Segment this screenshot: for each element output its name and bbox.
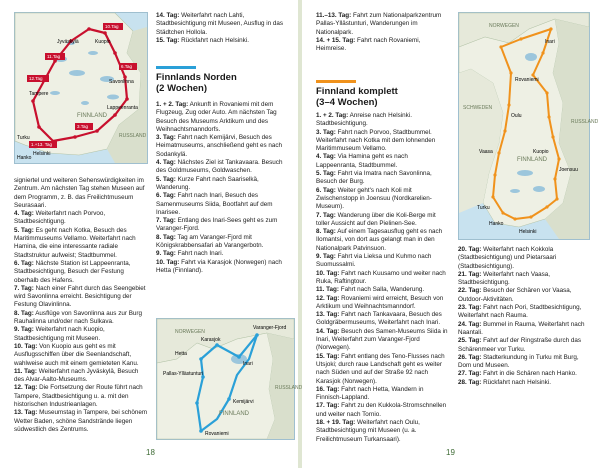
- north-heading-title: Finnlands Norden: [156, 71, 237, 83]
- map2-label: NORWEGEN: [175, 329, 205, 335]
- paragraph: 13. Tag: Museumstag in Tampere, bei schönem Wetter Baden, schöne Sandstrände liegen südwestlich des Zentrums.: [14, 409, 148, 433]
- paragraph: 5. Tag: Fahrt via Imatra nach Savonlinna, Besuch der Burg.: [316, 170, 432, 186]
- paragraph: 23. Tag: Fahrt nach Pori, Stadtbesichtigung, Weiterfahrt nach Rauma.: [458, 304, 582, 320]
- paragraph: 26. Tag: Stadterkundung in Turku mit Burg, Dom und Museen.: [458, 353, 579, 370]
- map1-label: RUSSLAND: [119, 133, 147, 139]
- map3-label: Vaasa: [479, 149, 493, 155]
- paragraph: 21. Tag: Weiterfahrt nach Vaasa, Stadtbesichtigung.: [458, 270, 551, 287]
- paragraph: 6. Tag: Fahrt nach Inari, Besuch des Samenmuseums Siida, Bootfahrt auf dem Inarisee.: [156, 192, 273, 216]
- paragraph: 10. Tag: Von Kuopio aus geht es mit Ausflugsschiffen über die Seenlandschaft, wahlweise auch mit einem gemieteten Kanu.: [14, 342, 139, 367]
- paragraph: 16. Tag: Fahrt nach Hetta, Wandern in Finnisch-Lappland.: [316, 385, 424, 402]
- whole-finland-map-svg: [459, 13, 599, 239]
- page-number-left: 18: [146, 448, 155, 457]
- paragraph: 11. Tag: Fahrt nach Salla, Wanderung.: [316, 286, 425, 294]
- paragraph: 6. Tag: Weiter geht's nach Koli mit Zwischenstopp in Joensuu (Nordkarelien-Museum).: [316, 186, 432, 211]
- map3-label: NORWEGEN: [489, 23, 519, 29]
- south-finland-route-map: [14, 12, 148, 164]
- map2-label: FINNLAND: [219, 411, 250, 417]
- map2-label: Karasjok: [201, 337, 221, 343]
- left-column-2-top: [156, 12, 292, 45]
- south-finland-map-svg: [15, 13, 147, 163]
- paragraph: 22. Tag: Besuch der Schären vor Vaasa, Outdoor-Aktivitäten.: [458, 287, 572, 303]
- map1-label: Hanko: [17, 155, 32, 161]
- page-number-right: 19: [446, 448, 455, 457]
- map2-label: RUSSLAND: [275, 385, 303, 391]
- north-route-heading: [156, 66, 292, 94]
- map1-day-label: 3.Tag: [77, 124, 89, 129]
- paragraph: 10. Tag: Fahrt via Karasjok (Norwegen) nach Hetta (Finnland).: [156, 258, 282, 274]
- map2-label: Rovaniemi: [205, 431, 229, 437]
- left-column-1: [14, 177, 148, 434]
- north-heading-bar: [156, 66, 196, 69]
- paragraph: 11.–13. Tag: Fahrt zum Nationalparkzentrum Pallas-Yllästunturi, Wanderungen im Nationalpark.: [316, 12, 442, 36]
- map1-label: Turku: [17, 135, 30, 141]
- north-finland-map-svg: [157, 319, 303, 439]
- left-column-2: [156, 101, 292, 275]
- paragraph: 3. Tag: Fahrt nach Porvoo, Stadtbummel. Weiterfahrt nach Kotka mit dem lohnenden Maritimmuseum Vellamo.: [316, 128, 436, 153]
- north-heading-duration: (2 Wochen): [156, 82, 208, 94]
- paragraph: 14. Tag: Besuch des Samen-Museums Siida in Inari, Weiterfahrt zum Varanger-Fjord (Norwegen).: [316, 327, 448, 352]
- paragraph: 20. Tag: Weiterfahrt nach Kokkola (Stadtbesichtigung) und Pietarsaari (Stadtbesichtigung).: [458, 246, 557, 270]
- map3-label: Hanko: [489, 221, 504, 227]
- paragraph: 5. Tag: Es geht nach Kotka, Besuch des Maritimmuseums Vellamo. Weiterfahrt nach Hamina, die eine interessante radiale Stadtstruktur aufweist; Stadtbummel.: [14, 226, 136, 259]
- paragraph: 4. Tag: Nächstes Ziel ist Tankavaara. Besuch des Goldmuseums, Goldwaschen.: [156, 159, 283, 175]
- paragraph: 1. + 2. Tag: Anreise nach Helsinki. Stadtbesichtigung.: [316, 112, 412, 128]
- paragraph: 14. Tag: Weiterfahrt nach Lahti, Stadtbesichtigung mit Museen, Ausflug in das Städtchen Hollola.: [156, 12, 284, 36]
- paragraph: 14. + 15. Tag: Fahrt nach Rovaniemi, Heimreise.: [316, 36, 421, 53]
- map1-label: Helsinki: [33, 151, 51, 157]
- paragraph: 17. Tag: Fahrt zu den Kukkola-Stromschnellen und weiter nach Tornio.: [316, 402, 447, 418]
- right-column-3-top: [316, 12, 450, 53]
- paragraph: 9. Tag: Fahrt via Lieksa und Kuhmo nach Suomussalmi.: [316, 253, 432, 269]
- paragraph: 9. Tag: Weiterfahrt nach Kuopio, Stadtbesichtigung mit Museen.: [14, 326, 105, 342]
- paragraph: 27. Tag: Fahrt in die Schären nach Hanko.: [458, 370, 577, 378]
- paragraph: 8. Tag: Auf einem Tagesausflug geht es nach Ilomantsi, von dort aus gelangt man in den Nationalpark Patvinsuon.: [316, 228, 443, 252]
- map1-day-label: 6.Tag: [121, 64, 133, 69]
- right-column-4: [458, 246, 590, 387]
- map1-label: Kuopio: [95, 39, 111, 45]
- paragraph: 1. + 2. Tag: Ankunft in Rovaniemi mit dem Flugzeug, Zug oder Auto. Am nächsten Tag Besuch des Museums Arktikum und des Weihnachtsmanndorfs.: [156, 101, 277, 133]
- paragraph: 13. Tag: Fahrt nach Tankavaara, Besuch des Goldgräbermuseums, Weiterfahrt nach Inari.: [316, 311, 442, 327]
- map2-label: Hetta: [175, 351, 187, 357]
- map1-label: Lappeenranta: [107, 105, 138, 111]
- map3-label: Turku: [477, 205, 490, 211]
- paragraph: 12. Tag: Die Fortsetzung der Route führt nach Tampere, Stadtbesichtigung u. a. mit den historischen Industrieanlagen.: [14, 384, 143, 409]
- map1-day-label: 1.+13. Tag: [31, 142, 53, 147]
- paragraph: 6. Tag: Nächste Station ist Lappeenranta, Stadtbesichtigung, Besuch der Festung oberhalb des Hafens.: [14, 259, 131, 284]
- paragraph: 18. + 19. Tag: Weiterfahrt nach Oulu, Stadtbesichtigung mit Museen (u. a. Freilichtmuseum Turkansaari).: [316, 418, 420, 443]
- map1-label: Tampere: [29, 91, 49, 97]
- map1-label: Jyväskylä: [57, 39, 79, 45]
- paragraph: 8. Tag: Tag am Varanger-Fjord mit Königskrabbensafari ab Varangerbotn.: [156, 233, 264, 250]
- map3-label: Oulu: [511, 113, 522, 119]
- paragraph: signiertel und weiteren Sehenswürdigkeiten im Zentrum. Am nächsten Tag stehen Museen auf dem Programm, z. B. das Freilichtmuseum Seurasaari.: [14, 177, 145, 209]
- map1-label: FINNLAND: [77, 113, 108, 119]
- map1-label: Savonlinna: [109, 79, 134, 85]
- paragraph: 10. Tag: Fahrt nach Kuusamo und weiter nach Ruka, Raftingtour.: [316, 269, 446, 285]
- complete-heading-bar: [316, 80, 356, 83]
- paragraph: 8. Tag: Ausflüge von Savonlinna aus zur Burg Rauhalinna und/oder nach Sulkava.: [14, 309, 142, 326]
- north-finland-route-map: [156, 318, 303, 440]
- map2-label: Varanger-Fjord: [253, 325, 287, 331]
- paragraph: 4. Tag: Weiterfahrt nach Porvoo, Stadtbesichtigung.: [14, 210, 106, 226]
- paragraph: 4. Tag: Via Hamina geht es nach Lappeenranta, Stadtbummel.: [316, 153, 408, 169]
- map3-label: Joensuu: [559, 167, 578, 173]
- whole-finland-route-map: [458, 12, 599, 240]
- paragraph: 7. Tag: Nach einer Fahrt durch das Seengebiet wird Savonlinna erreicht. Besichtigung der Festung Olavinlinna.: [14, 284, 146, 309]
- paragraph: 25. Tag: Fahrt auf der Ringstraße durch das Schärenmeer vor Turku.: [458, 337, 582, 353]
- paragraph: 7. Tag: Entlang des Inari-Sees geht es zum Varanger-Fjord.: [156, 217, 278, 233]
- map1-day-label: 10.Tag: [105, 24, 119, 29]
- complete-heading-title: Finnland komplett: [316, 85, 398, 97]
- map3-label: Helsinki: [519, 229, 537, 235]
- map3-label: Inari: [545, 39, 555, 45]
- map3-label: Rovaniemi: [515, 77, 539, 83]
- map2-label: Inari: [243, 361, 253, 367]
- complete-route-heading: [316, 80, 450, 108]
- paragraph: 9. Tag: Fahrt nach Inari.: [156, 250, 224, 258]
- map3-label: Kuopio: [533, 149, 549, 155]
- paragraph: 11. Tag: Weiterfahrt nach Jyväskylä, Besuch des Alvar-Aalto-Museums.: [14, 367, 139, 384]
- complete-heading-duration: (3–4 Wochen): [316, 96, 378, 108]
- paragraph: 12. Tag: Rovaniemi wird erreicht, Besuch von Arktikum und Weihnachtsmanndorf.: [316, 294, 444, 310]
- map3-label: RUSSLAND: [571, 119, 599, 125]
- paragraph: 3. Tag: Fahrt nach Kemijärvi, Besuch des Heimatmuseums, anschließend geht es nach Sodankylä.: [156, 134, 283, 158]
- paragraph: 24. Tag: Bummel in Rauma, Weiterfahrt nach Naantali.: [458, 320, 585, 336]
- map1-day-label: 11.Tag: [47, 54, 61, 59]
- book-spine: [298, 0, 302, 468]
- paragraph: 5. Tag: Kurze Fahrt nach Saariselkä, Wanderung.: [156, 175, 259, 191]
- paragraph: 7. Tag: Wanderung über die Koli-Berge mit toller Aussicht auf den Pielinen-See.: [316, 211, 436, 227]
- paragraph: 28. Tag: Rückfahrt nach Helsinki.: [458, 378, 551, 386]
- paragraph: 15. Tag: Fahrt entlang des Teno-Flusses nach Utsjoki; durch raue Landschaft geht es weiter nach Süden und auf der Straße 92 nach Karasjok (Norwegen).: [316, 352, 445, 385]
- map2-label: Kemijärvi: [233, 399, 254, 405]
- map3-label: SCHWEDEN: [463, 105, 493, 111]
- right-column-3: [316, 112, 450, 444]
- map1-day-label: 12.Tag: [29, 76, 43, 81]
- paragraph: 15. Tag: Rückfahrt nach Helsinki.: [156, 36, 249, 44]
- map3-label: FINNLAND: [517, 157, 548, 163]
- map2-label: Pallas-Yllästunturi: [163, 371, 204, 377]
